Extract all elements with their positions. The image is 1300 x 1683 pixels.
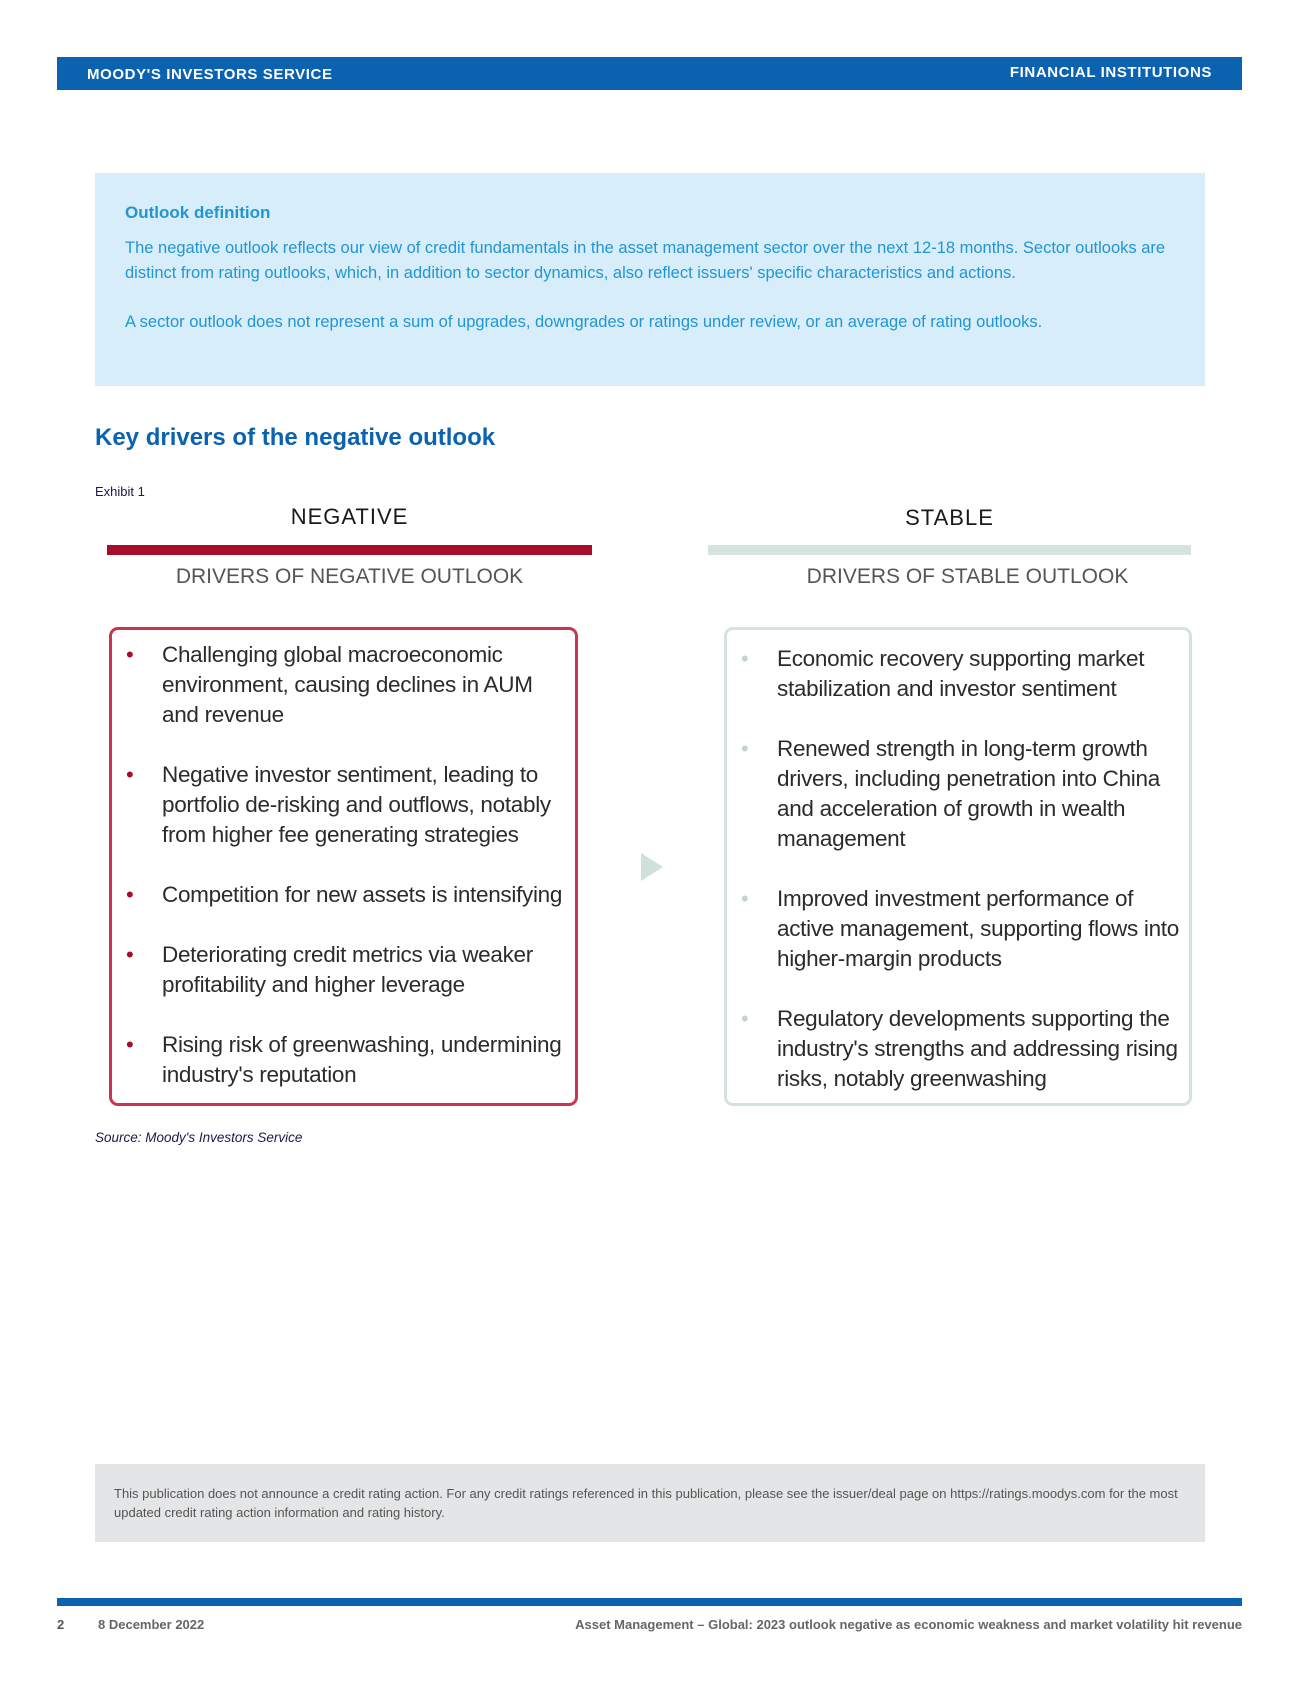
- list-item: [112, 1030, 575, 1090]
- negative-column-title: NEGATIVE: [290, 504, 409, 529]
- stable-column-subtitle: DRIVERS OF STABLE OUTLOOK: [806, 565, 1129, 588]
- page-number: 2: [57, 1617, 65, 1632]
- list-item-text: Regulatory developments supporting the industry's strengths and addressing rising risks, notably greenwashing: [777, 1006, 1178, 1091]
- stable-divider-bar: [708, 545, 1191, 555]
- report-title: Asset Management – Global: 2023 outlook negative as economic weakness and market volatility hit revenue: [575, 1617, 1242, 1632]
- stable-drivers-card: [724, 627, 1192, 1106]
- bullet-icon: •: [741, 646, 749, 671]
- disclaimer-text: This publication does not announce a credit rating action. For any credit ratings referenced in this publication, please see the issuer/deal page on https://ratings.moodys.com for the most updated credit rating action information and rating history.: [114, 1486, 1178, 1520]
- publication-date: 8 December 2022: [98, 1617, 205, 1632]
- footer-divider: [57, 1598, 1242, 1606]
- bullet-icon: •: [741, 736, 749, 761]
- bullet-icon: •: [126, 882, 134, 907]
- list-item: [112, 940, 575, 1000]
- disclaimer-box: [95, 1464, 1205, 1542]
- brand-name: MOODY'S INVESTORS SERVICE: [87, 66, 333, 83]
- outlook-definition-box: [95, 173, 1205, 386]
- stable-drivers-list: [727, 644, 1189, 1124]
- exhibit-label: Exhibit 1: [95, 484, 145, 499]
- list-item: [727, 1004, 1189, 1094]
- negative-column-subtitle: DRIVERS OF NEGATIVE OUTLOOK: [175, 565, 524, 588]
- bullet-icon: •: [126, 762, 134, 787]
- list-item-text: Competition for new assets is intensifying: [162, 882, 563, 907]
- exhibit-source: Source: Moody's Investors Service: [95, 1130, 303, 1145]
- bullet-icon: •: [126, 942, 134, 967]
- list-item: [112, 880, 575, 910]
- section-name: FINANCIAL INSTITUTIONS: [1009, 64, 1212, 81]
- bullet-icon: •: [126, 642, 134, 667]
- list-item: [727, 734, 1189, 854]
- outlook-definition-paragraph-1: The negative outlook reflects our view of credit fundamentals in the asset management sector over the next 12-18 months. Sector outlooks are distinct from rating outlooks, which, in addition to sector dynamics, also reflect issuers' specific characteristics and actions.: [125, 239, 1166, 282]
- list-item-text: Negative investor sentiment, leading to portfolio de-risking and outflows, notably from higher fee generating strategies: [162, 762, 551, 847]
- outlook-definition-paragraph-2: A sector outlook does not represent a sum of upgrades, downgrades or ratings under review, or an average of rating outlooks.: [125, 313, 1043, 331]
- negative-drivers-list: [112, 640, 575, 1120]
- list-item-text: Challenging global macroeconomic environment, causing declines in AUM and revenue: [162, 642, 533, 727]
- list-item: [112, 760, 575, 850]
- list-item-text: Improved investment performance of active management, supporting flows into higher-margin products: [777, 886, 1179, 971]
- list-item-text: Deteriorating credit metrics via weaker profitability and higher leverage: [162, 942, 533, 997]
- bullet-icon: •: [741, 886, 749, 911]
- outlook-definition-title: Outlook definition: [125, 203, 271, 222]
- negative-drivers-card: [109, 627, 578, 1106]
- arrow-right-icon: [641, 853, 663, 881]
- bullet-icon: •: [126, 1032, 134, 1057]
- section-heading: Key drivers of the negative outlook: [95, 424, 496, 451]
- negative-divider-bar: [107, 545, 592, 555]
- bullet-icon: •: [741, 1006, 749, 1031]
- list-item-text: Renewed strength in long-term growth drivers, including penetration into China and acceleration of growth in wealth management: [777, 736, 1160, 851]
- list-item: [727, 884, 1189, 974]
- header-bar: [57, 57, 1242, 90]
- list-item: [727, 644, 1189, 704]
- list-item-text: Rising risk of greenwashing, undermining industry's reputation: [162, 1032, 562, 1087]
- list-item: [112, 640, 575, 730]
- stable-column-title: STABLE: [905, 505, 994, 530]
- list-item-text: Economic recovery supporting market stabilization and investor sentiment: [777, 646, 1145, 701]
